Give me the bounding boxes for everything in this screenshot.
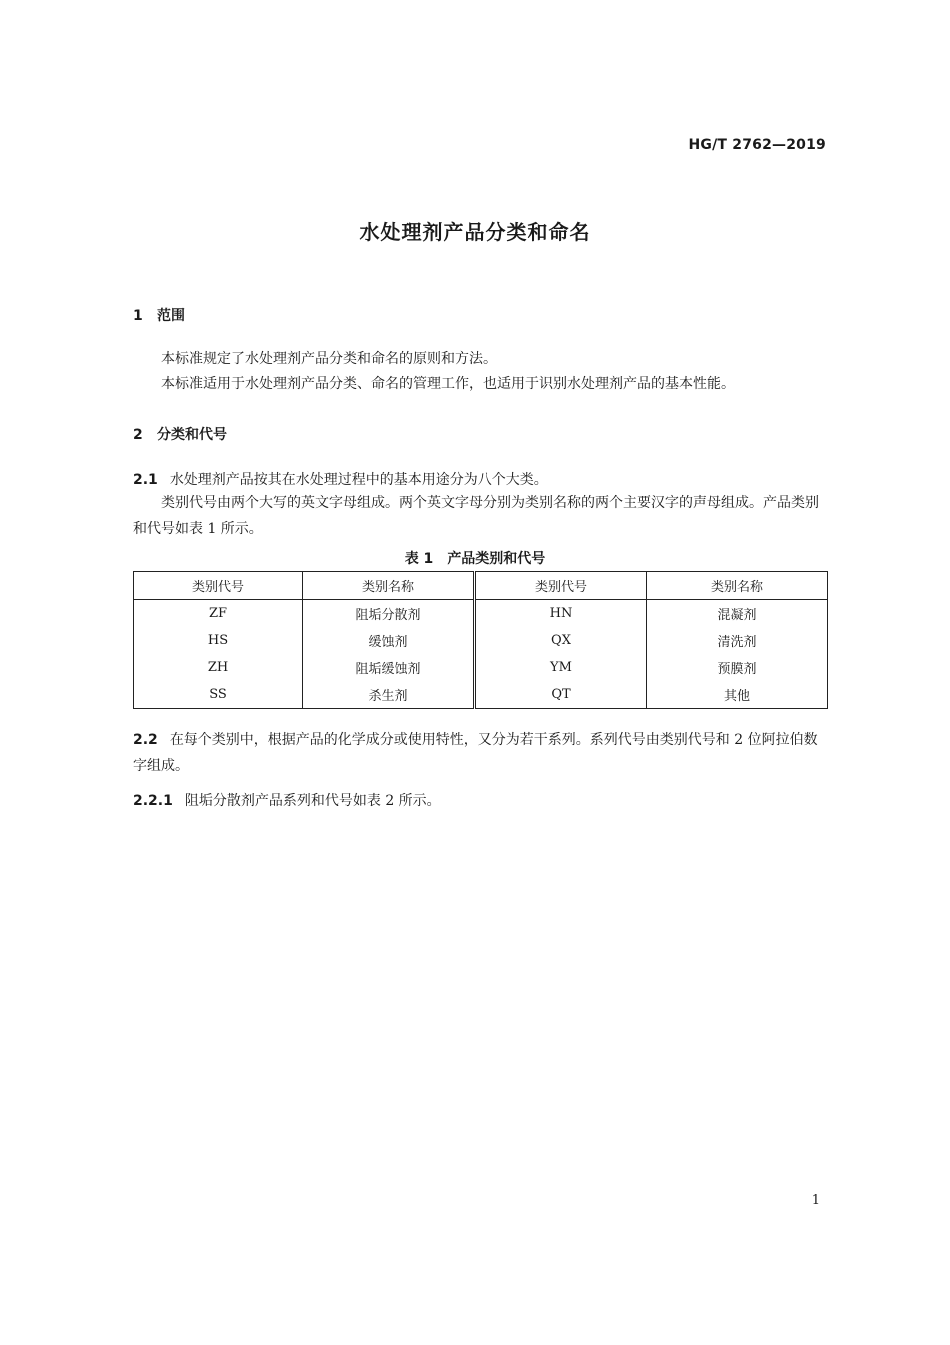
table-cell: 杀生剂: [303, 681, 475, 709]
table-row: [134, 681, 828, 709]
column-header-category-name: 类别名称: [647, 572, 828, 600]
clause-number: 2.2: [133, 732, 158, 748]
table-cell: 预膜剂: [717, 662, 757, 677]
clause-text: 阻垢分散剂产品系列和代号如表 2 所示。: [184, 793, 441, 809]
section-heading-scope: [133, 305, 185, 325]
column-header-category-name: 类别名称: [303, 572, 475, 600]
clause-2-2-1: [133, 788, 828, 814]
section-title: 分类和代号: [157, 427, 227, 443]
table-cell: HN: [475, 600, 647, 628]
table-cell: 阻垢分散剂: [303, 600, 475, 628]
table-header-row: [134, 572, 828, 600]
clause-text: 水处理剂产品按其在水处理过程中的基本用途分为八个大类。: [169, 472, 548, 488]
table-caption-number: 表 1: [404, 551, 434, 567]
clause-number: 2.1: [133, 472, 158, 488]
section-number: 2: [133, 427, 143, 443]
clause-2-1-paragraph-2: 类别代号由两个大写的英文字母组成。两个英文字母分别为类别名称的两个主要汉字的声母组成。产品类别和代号如表 1 所示。: [133, 495, 819, 537]
table-cell: 混凝剂: [717, 608, 757, 623]
table-cell: 缓蚀剂: [303, 627, 475, 654]
table-cell: ZF: [134, 600, 303, 628]
scope-paragraph-1: 本标准规定了水处理剂产品分类和命名的原则和方法。: [161, 351, 497, 367]
section-heading-classification: [133, 424, 227, 444]
standard-code: HG/T 2762—2019: [688, 137, 826, 153]
table-cell: SS: [134, 681, 303, 709]
table-cell: HS: [134, 627, 303, 654]
table-row: [134, 600, 828, 628]
section-title: 范围: [157, 308, 185, 324]
clause-number: 2.2.1: [133, 793, 173, 809]
table-cell: 阻垢缓蚀剂: [303, 654, 475, 681]
table-cell: QT: [475, 681, 647, 709]
scope-paragraph-2: 本标准适用于水处理剂产品分类、命名的管理工作，也适用于识别水处理剂产品的基本性能。: [161, 376, 735, 392]
page-number: 1: [811, 1193, 820, 1208]
table-row: [134, 627, 828, 654]
table-1-caption: [0, 548, 950, 568]
table-cell: 清洗剂: [717, 635, 757, 650]
column-header-category-code: 类别代号: [475, 572, 647, 600]
column-header-category-code: 类别代号: [134, 572, 303, 600]
table-cell: 其他: [723, 689, 750, 704]
section-number: 1: [133, 308, 143, 324]
table-cell: ZH: [134, 654, 303, 681]
table-cell: QX: [475, 627, 647, 654]
clause-2-2: [133, 727, 828, 779]
table-caption-title: 产品类别和代号: [447, 551, 546, 567]
table-cell: YM: [475, 654, 647, 681]
clause-text: 在每个类别中，根据产品的化学成分或使用特性，又分为若干系列。系列代号由类别代号和 2 位阿拉伯数字组成。: [133, 732, 818, 774]
product-category-table: [133, 571, 828, 709]
table-row: [134, 654, 828, 681]
document-title: 水处理剂产品分类和命名: [359, 220, 591, 244]
